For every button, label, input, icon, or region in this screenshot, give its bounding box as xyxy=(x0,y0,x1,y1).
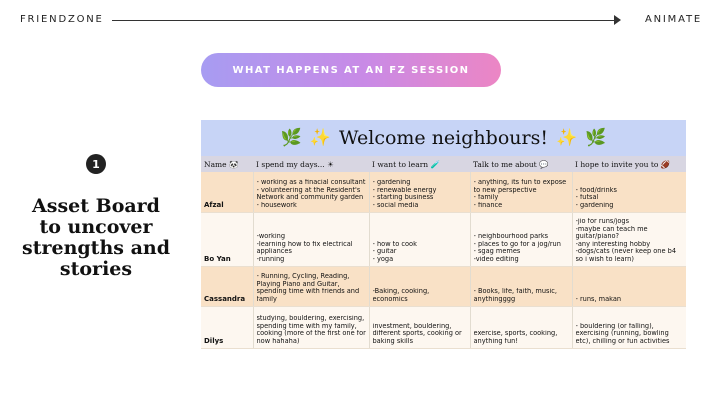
cell-line: -running xyxy=(256,255,285,263)
row-name: Dilys xyxy=(201,306,253,348)
session-pill: WHAT HAPPENS AT AN FZ SESSION xyxy=(201,53,501,87)
column-header: Name 🐼 xyxy=(201,156,253,172)
table-cell xyxy=(470,172,572,212)
cell-line: - runs, makan xyxy=(575,295,622,303)
cell-line: - Running, Cycling, Reading, xyxy=(256,273,350,281)
table-cell xyxy=(572,212,686,266)
cell-line: -learning how to fix electrical xyxy=(256,240,353,248)
column-header: Talk to me about 💬 xyxy=(470,156,572,172)
cell-line: -dogs/cats (never keep one b4 xyxy=(575,248,677,256)
headline-line: to uncover xyxy=(39,216,153,238)
table-cell xyxy=(369,212,470,266)
table-row xyxy=(201,306,686,348)
table-cell xyxy=(253,306,369,348)
headline xyxy=(12,196,180,280)
cell-line: cooking (more of the first one for xyxy=(256,330,366,338)
cell-line: - starting business xyxy=(372,194,434,202)
cell-line: Network and community garden xyxy=(256,194,364,202)
table-cell xyxy=(253,266,369,306)
cell-line: -jio for runs/jogs xyxy=(575,217,630,225)
table-cell xyxy=(572,306,686,348)
table-row xyxy=(201,172,686,212)
cell-line: baking skills xyxy=(372,337,414,345)
cell-line: - sgag memes xyxy=(473,248,521,256)
cell-line: - bouldering (or falling), xyxy=(575,322,654,330)
cell-line: -Baking, cooking, xyxy=(372,288,430,296)
cell-line: - guitar xyxy=(372,248,397,256)
cell-line: so i wish to learn) xyxy=(575,255,634,263)
asset-board xyxy=(201,120,686,350)
headline-line: strengths and xyxy=(22,237,170,259)
cell-line: - food/drinks xyxy=(575,186,617,194)
cell-line: economics xyxy=(372,295,408,303)
cell-line: anythingggg xyxy=(473,295,516,303)
cell-line: exercising (running, bowling xyxy=(575,330,669,338)
cell-line: -maybe can teach me xyxy=(575,225,648,233)
cell-line: - social media xyxy=(372,201,419,209)
cell-line: guitar/piano? xyxy=(575,233,620,241)
table-cell xyxy=(572,266,686,306)
cell-line: - gardening xyxy=(372,179,411,187)
table-body xyxy=(201,172,686,348)
progress-rail xyxy=(112,20,617,21)
cell-line: -any interesting hobby xyxy=(575,240,651,248)
step-number-badge: 1 xyxy=(86,154,106,174)
cell-line: - neighbourhood parks xyxy=(473,233,549,241)
cell-line: - finance xyxy=(473,201,503,209)
cell-line: Playing Piano and Guitar, xyxy=(256,280,340,288)
arrow-right-icon xyxy=(614,15,621,25)
cell-line: family xyxy=(256,295,277,303)
row-name: Bo Yan xyxy=(201,212,253,266)
table-cell xyxy=(572,172,686,212)
cell-line: spending time with friends and xyxy=(256,288,360,296)
leaf-icon: 🌿 xyxy=(280,127,302,148)
table-cell xyxy=(369,306,470,348)
cell-line: - anything, its fun to expose xyxy=(473,179,567,187)
column-header: I spend my days... ☀ xyxy=(253,156,369,172)
cell-line: different sports, cooking or xyxy=(372,330,462,338)
cell-line: - places to go for a jog/run xyxy=(473,240,561,248)
cell-line: - volunteering at the Resident's xyxy=(256,186,361,194)
row-name: Cassandra xyxy=(201,266,253,306)
cell-line: - how to cook xyxy=(372,240,417,248)
sparkles-icon: ✨ xyxy=(309,127,332,148)
cell-line: - housework xyxy=(256,201,297,209)
table-cell xyxy=(470,212,572,266)
cell-line: - yoga xyxy=(372,255,394,263)
cell-line: anything fun! xyxy=(473,337,519,345)
column-header: I hope to invite you to 🏈 xyxy=(572,156,686,172)
section-label: ANIMATE xyxy=(645,14,702,25)
cell-line: -video editing xyxy=(473,255,519,263)
table-cell xyxy=(470,266,572,306)
table-header-row xyxy=(201,156,686,172)
table-cell xyxy=(369,172,470,212)
leaf-icon: 🌿 xyxy=(585,127,607,148)
cell-line: - futsal xyxy=(575,194,599,202)
headline-line: Asset Board xyxy=(32,195,160,217)
table-cell xyxy=(253,172,369,212)
cell-line: now hahaha) xyxy=(256,337,300,345)
cell-line: spending time with my family, xyxy=(256,322,357,330)
cell-line: - Books, life, faith, music, xyxy=(473,288,557,296)
cell-line: - family xyxy=(473,194,499,202)
table-cell xyxy=(369,266,470,306)
cell-line: etc), chilling or fun activities xyxy=(575,337,670,345)
cell-line: - working as a finacial consultant xyxy=(256,179,366,187)
table-cell xyxy=(253,212,369,266)
column-header: I want to learn 🧪 xyxy=(369,156,470,172)
headline-line: stories xyxy=(59,258,133,280)
cell-line: studying, bouldering, exercising, xyxy=(256,315,365,323)
cell-line: exercise, sports, cooking, xyxy=(473,330,558,338)
cell-line: - renewable energy xyxy=(372,186,437,194)
table-row xyxy=(201,266,686,306)
cell-line: - gardening xyxy=(575,201,614,209)
sparkles-icon: ✨ xyxy=(555,127,578,148)
cell-line: -working xyxy=(256,233,286,241)
cell-line: investment, bouldering, xyxy=(372,322,452,330)
row-name: Afzal xyxy=(201,172,253,212)
cell-line: to new perspective xyxy=(473,186,537,194)
table-row xyxy=(201,212,686,266)
brand-label: FRIENDZONE xyxy=(20,14,104,25)
board-title: Welcome neighbours! xyxy=(339,127,548,149)
table-cell xyxy=(470,306,572,348)
board-banner xyxy=(201,120,686,156)
asset-table xyxy=(201,156,686,349)
cell-line: appliances xyxy=(256,248,292,256)
